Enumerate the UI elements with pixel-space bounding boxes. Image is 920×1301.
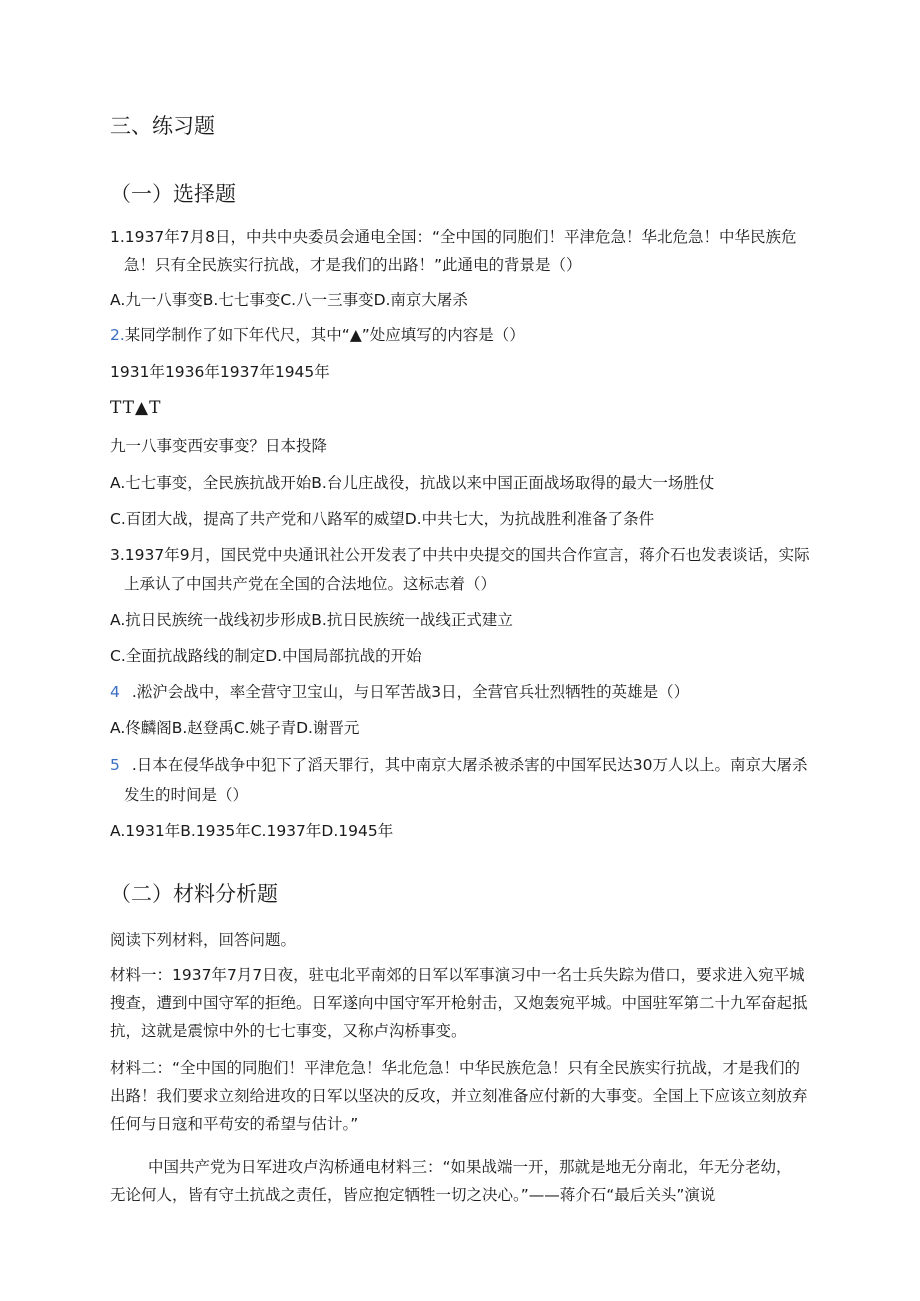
material2-line3: 任何与日寇和平苟安的希望与估计。”	[110, 1115, 359, 1133]
q2-text: 某同学制作了如下年代尺，其中“▲”处应填写的内容是（）	[124, 326, 525, 344]
q2-question	[110, 325, 525, 345]
q5-line1: .日本在侵华战争中犯下了滔天罪行，其中南京大屠杀被杀害的中国军民达30万人以上。南京大屠杀	[131, 756, 808, 774]
q2-timeline-years: 1931年1936年1937年1945年	[110, 363, 330, 381]
q3-options-ab: A.抗日民族统一战线初步形成B.抗日民族统一战线正式建立	[110, 611, 513, 629]
q2-options-cd: C.百团大战，提高了共产党和八路军的威望D.中共七大，为抗战胜利准备了条件	[110, 510, 655, 528]
part1-title: （一）选择题	[110, 182, 236, 206]
q3-options-cd: C.全面抗战路线的制定D.中国局部抗战的开始	[110, 647, 422, 665]
q1-line1: 1.1937年7月8日，中共中央委员会通电全国：“全中国的同胞们！平津危急！华北危急！中华民族危	[110, 228, 797, 246]
section-title: 三、练习题	[110, 114, 215, 138]
q4-text: .淞沪会战中，率全营守卫宝山，与日军苦战3日，全营官兵壮烈牺牲的英雄是（）	[131, 683, 690, 701]
material1-line2: 搜查，遭到中国守军的拒绝。日军遂向中国守军开枪射击，又炮轰宛平城。中国驻军第二十九军奋起抵	[110, 994, 808, 1012]
q2-timeline-events: 九一八事变西安事变？日本投降	[110, 437, 328, 455]
q4-options: A.佟麟阁B.赵登禹C.姚子青D.谢晋元	[110, 719, 360, 737]
material2-line1: 材料二：“全中国的同胞们！平津危急！华北危急！中华民族危急！只有全民族实行抗战，才是我们的	[110, 1059, 801, 1077]
material-intro: 阅读下列材料，回答问题。	[110, 931, 297, 949]
part2-title: （二）材料分析题	[110, 882, 278, 906]
q5-line2: 发生的时间是（）	[124, 786, 249, 804]
q5-options: A.1931年B.1935年C.1937年D.1945年	[110, 822, 394, 840]
q5-number: 5	[110, 756, 120, 774]
material3-line1: 中国共产党为日军进攻卢沟桥通电材料三：“如果战端一开，那就是地无分南北，年无分老幼，	[148, 1158, 792, 1176]
q5-question	[110, 755, 808, 775]
q4-question	[110, 682, 689, 702]
q3-line1: 3.1937年9月，国民党中央通讯社公开发表了中共中央提交的国共合作宣言，蒋介石也发表谈话，实际	[110, 546, 810, 564]
material1-line3: 抗，这就是震惊中外的七七事变，又称卢沟桥事变。	[110, 1022, 467, 1040]
q2-options-ab: A.七七事变，全民族抗战开始B.台儿庄战役，抗战以来中国正面战场取得的最大一场胜仗	[110, 474, 715, 492]
q2-timeline-marks: TT▲T	[110, 398, 162, 418]
material2-line2: 出路！我们要求立刻给进攻的日军以坚决的反攻，并立刻准备应付新的大事变。全国上下应该立刻放弃	[110, 1087, 808, 1105]
q4-number: 4	[110, 683, 120, 701]
q2-number: 2.	[110, 326, 125, 344]
material3-line2: 无论何人，皆有守土抗战之责任，皆应抱定牺牲一切之决心。”——蒋介石“最后关头”演说	[110, 1186, 716, 1204]
q1-line2: 急！只有全民族实行抗战，才是我们的出路！”此通电的背景是（）	[124, 256, 582, 274]
material1-line1: 材料一：1937年7月7日夜，驻屯北平南郊的日军以军事演习中一名士兵失踪为借口，要求进入宛平城	[110, 966, 805, 984]
q1-options: A.九一八事变B.七七事变C.八一三事变D.南京大屠杀	[110, 291, 468, 309]
q3-line2: 上承认了中国共产党在全国的合法地位。这标志着（）	[124, 575, 497, 593]
